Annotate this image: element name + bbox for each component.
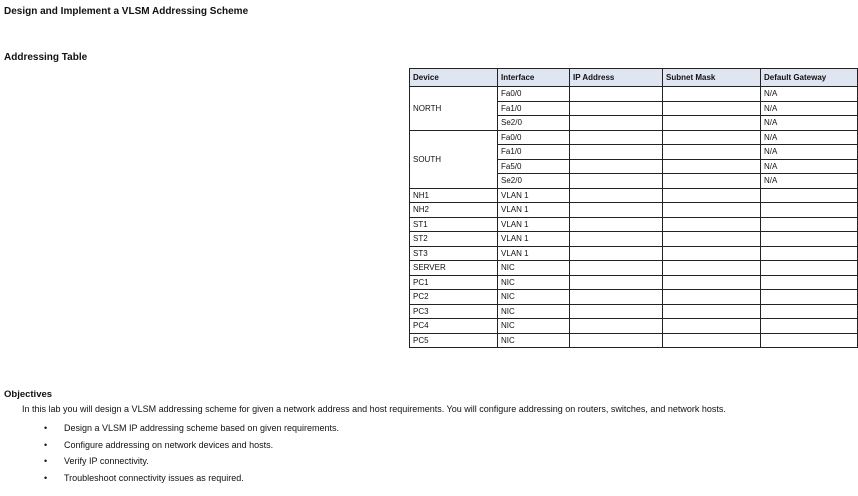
table-row	[410, 203, 858, 218]
objectives-list	[0, 421, 339, 487]
cell-default-gateway: N/A	[761, 101, 858, 116]
cell-subnet-mask	[663, 101, 761, 116]
cell-interface: Fa5/0	[498, 159, 570, 174]
cell-default-gateway	[761, 232, 858, 247]
cell-interface: NIC	[498, 290, 570, 305]
table-body	[410, 87, 858, 348]
cell-default-gateway	[761, 304, 858, 319]
cell-interface: NIC	[498, 275, 570, 290]
cell-interface: NIC	[498, 261, 570, 276]
cell-interface: VLAN 1	[498, 203, 570, 218]
cell-device: SOUTH	[410, 130, 498, 188]
cell-subnet-mask	[663, 304, 761, 319]
cell-subnet-mask	[663, 159, 761, 174]
cell-default-gateway: N/A	[761, 174, 858, 189]
cell-subnet-mask	[663, 333, 761, 348]
table-row	[410, 319, 858, 334]
cell-device: NH2	[410, 203, 498, 218]
cell-subnet-mask	[663, 290, 761, 305]
objective-text: Verify IP connectivity.	[64, 456, 149, 466]
header-interface: Interface	[498, 69, 570, 87]
cell-interface: NIC	[498, 333, 570, 348]
cell-ip-address	[570, 130, 663, 145]
bullet-icon: •	[44, 439, 48, 450]
addressing-table	[409, 68, 858, 348]
cell-default-gateway	[761, 319, 858, 334]
table-row	[410, 333, 858, 348]
table-row	[410, 87, 858, 102]
table-row	[410, 217, 858, 232]
cell-subnet-mask	[663, 87, 761, 102]
cell-ip-address	[570, 203, 663, 218]
cell-ip-address	[570, 145, 663, 160]
cell-subnet-mask	[663, 130, 761, 145]
addressing-table-heading: Addressing Table	[4, 52, 88, 63]
cell-subnet-mask	[663, 145, 761, 160]
cell-interface: VLAN 1	[498, 232, 570, 247]
cell-device: ST1	[410, 217, 498, 232]
cell-default-gateway	[761, 333, 858, 348]
cell-subnet-mask	[663, 232, 761, 247]
cell-device: PC5	[410, 333, 498, 348]
cell-interface: Fa0/0	[498, 87, 570, 102]
cell-interface: Se2/0	[498, 174, 570, 189]
cell-ip-address	[570, 333, 663, 348]
cell-interface: VLAN 1	[498, 246, 570, 261]
header-ip-address: IP Address	[570, 69, 663, 87]
cell-interface: Se2/0	[498, 116, 570, 131]
cell-interface: Fa1/0	[498, 145, 570, 160]
cell-device: NH1	[410, 188, 498, 203]
cell-ip-address	[570, 87, 663, 102]
table-row	[410, 232, 858, 247]
table-row	[410, 290, 858, 305]
header-subnet-mask: Subnet Mask	[663, 69, 761, 87]
table-row	[410, 261, 858, 276]
list-item	[0, 421, 339, 438]
cell-device: NORTH	[410, 87, 498, 131]
cell-ip-address	[570, 290, 663, 305]
objective-text: Design a VLSM IP addressing scheme based on given requirements.	[64, 423, 339, 433]
cell-device: PC1	[410, 275, 498, 290]
cell-interface: Fa0/0	[498, 130, 570, 145]
cell-ip-address	[570, 174, 663, 189]
cell-device: PC2	[410, 290, 498, 305]
cell-ip-address	[570, 319, 663, 334]
cell-subnet-mask	[663, 188, 761, 203]
cell-interface: VLAN 1	[498, 188, 570, 203]
table-row	[410, 304, 858, 319]
header-device: Device	[410, 69, 498, 87]
cell-subnet-mask	[663, 246, 761, 261]
cell-ip-address	[570, 217, 663, 232]
cell-ip-address	[570, 101, 663, 116]
cell-ip-address	[570, 304, 663, 319]
table-row	[410, 275, 858, 290]
cell-device: PC4	[410, 319, 498, 334]
cell-device: SERVER	[410, 261, 498, 276]
bullet-icon: •	[44, 472, 48, 483]
cell-default-gateway: N/A	[761, 130, 858, 145]
cell-ip-address	[570, 246, 663, 261]
cell-ip-address	[570, 159, 663, 174]
bullet-icon: •	[44, 423, 48, 433]
bullet-icon: •	[44, 456, 48, 466]
list-item	[0, 438, 339, 455]
cell-subnet-mask	[663, 217, 761, 232]
objective-text: Troubleshoot connectivity issues as required.	[64, 472, 244, 483]
cell-device: ST2	[410, 232, 498, 247]
cell-interface: VLAN 1	[498, 217, 570, 232]
cell-device: PC3	[410, 304, 498, 319]
cell-default-gateway	[761, 290, 858, 305]
cell-default-gateway: N/A	[761, 145, 858, 160]
table-header-row	[410, 69, 858, 87]
cell-default-gateway	[761, 261, 858, 276]
table-row	[410, 246, 858, 261]
cell-ip-address	[570, 275, 663, 290]
cell-interface: Fa1/0	[498, 101, 570, 116]
objective-text: Configure addressing on network devices and hosts.	[64, 439, 274, 450]
cell-subnet-mask	[663, 275, 761, 290]
cell-default-gateway: N/A	[761, 87, 858, 102]
document-title: Design and Implement a VLSM Addressing Scheme	[4, 6, 249, 17]
cell-subnet-mask	[663, 319, 761, 334]
cell-subnet-mask	[663, 203, 761, 218]
cell-default-gateway	[761, 275, 858, 290]
cell-default-gateway: N/A	[761, 116, 858, 131]
cell-default-gateway	[761, 203, 858, 218]
cell-subnet-mask	[663, 116, 761, 131]
cell-subnet-mask	[663, 174, 761, 189]
header-default-gateway: Default Gateway	[761, 69, 858, 87]
cell-ip-address	[570, 261, 663, 276]
objectives-intro: In this lab you will design a VLSM addressing scheme for given a network address and host requirements. You will configure addressing on routers, switches, and network hosts.	[22, 404, 726, 414]
cell-default-gateway: N/A	[761, 159, 858, 174]
cell-default-gateway	[761, 188, 858, 203]
objectives-heading: Objectives	[4, 389, 53, 400]
table-row	[410, 188, 858, 203]
table-row	[410, 130, 858, 145]
cell-default-gateway	[761, 217, 858, 232]
cell-device: ST3	[410, 246, 498, 261]
cell-subnet-mask	[663, 261, 761, 276]
cell-interface: NIC	[498, 304, 570, 319]
cell-interface: NIC	[498, 319, 570, 334]
cell-ip-address	[570, 116, 663, 131]
cell-ip-address	[570, 232, 663, 247]
cell-default-gateway	[761, 246, 858, 261]
cell-ip-address	[570, 188, 663, 203]
list-item	[0, 454, 339, 471]
list-item	[0, 471, 339, 488]
